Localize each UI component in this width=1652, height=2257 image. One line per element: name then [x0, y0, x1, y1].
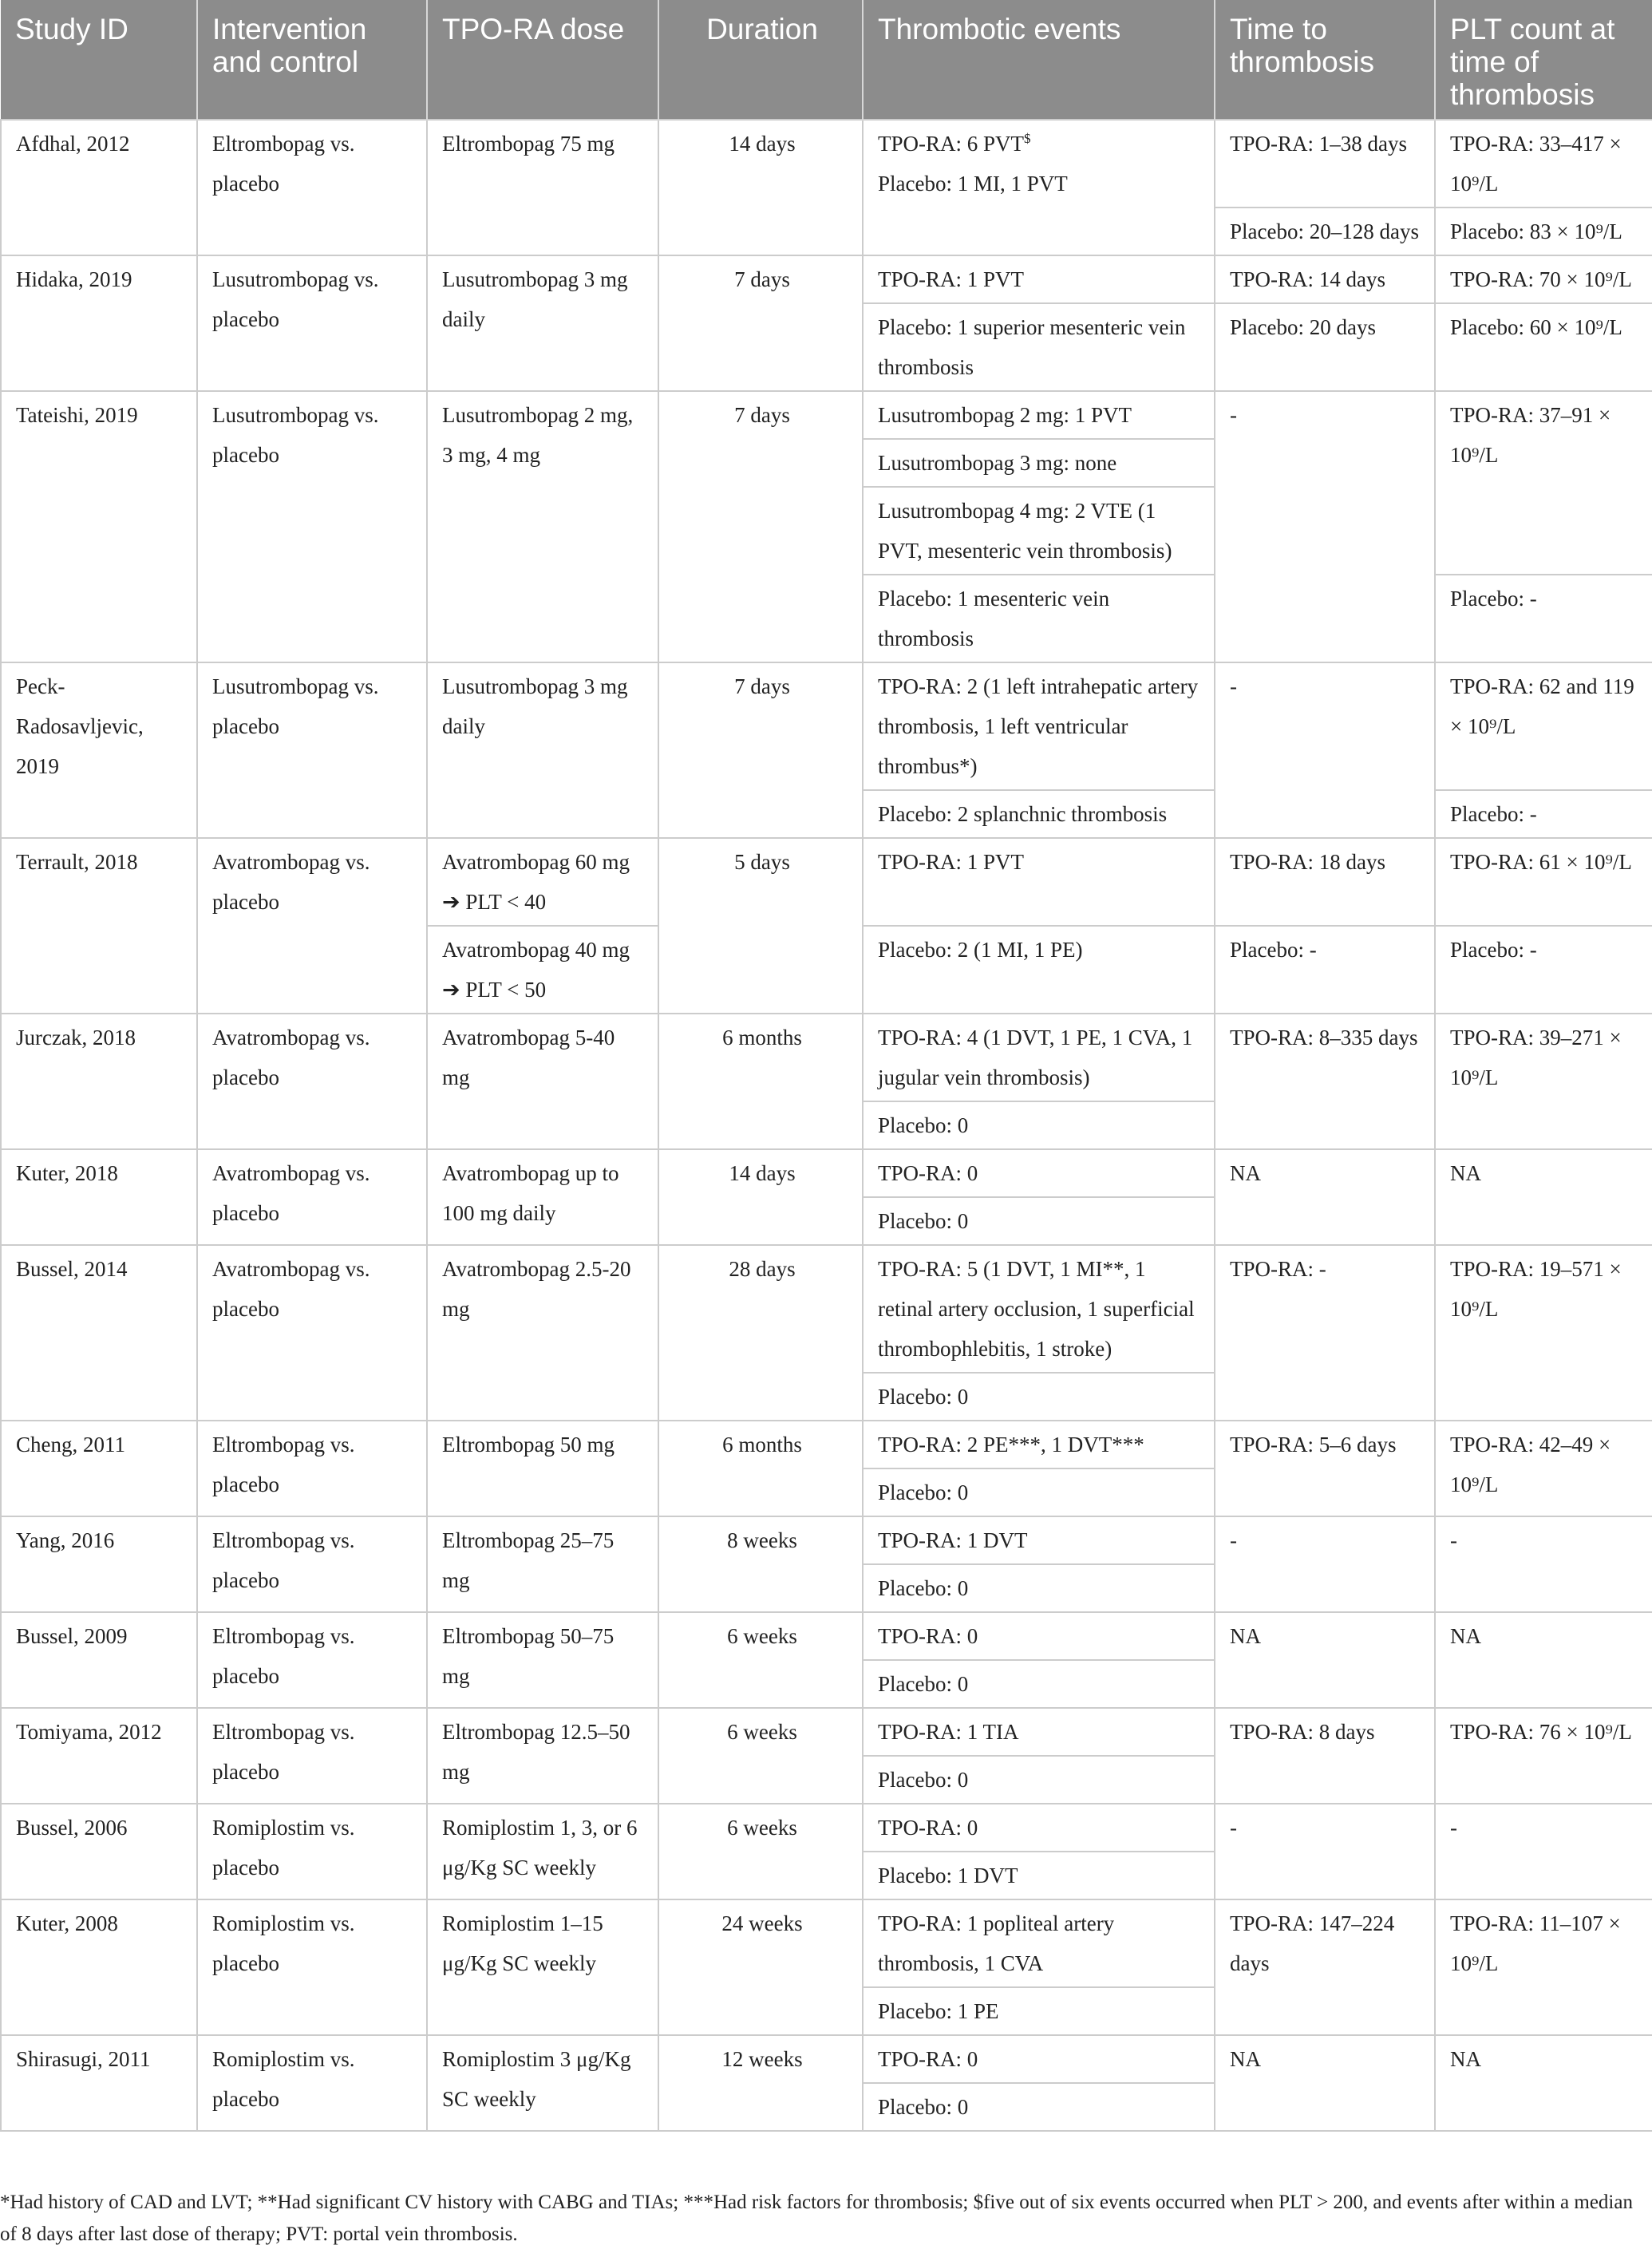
study-cell: Hidaka, 2019	[1, 255, 197, 391]
time-cell: TPO-RA: 5–6 days	[1215, 1421, 1435, 1516]
table-row	[1, 1612, 1652, 1660]
intervention-cell: Avatrombopag vs. placebo	[197, 1245, 427, 1421]
duration-cell: 6 weeks	[658, 1612, 863, 1708]
plt-cell: NA	[1435, 2035, 1652, 2131]
time-cell: NA	[1215, 1612, 1435, 1708]
table-row	[1, 1149, 1652, 1197]
events-cell: Placebo: 0	[863, 1468, 1215, 1516]
dose-cell: Eltrombopag 50–75 mg	[427, 1612, 658, 1708]
events-cell: Placebo: 2 splanchnic thrombosis	[863, 790, 1215, 838]
time-cell: -	[1215, 662, 1435, 838]
events-cell: TPO-RA: 1 PVT	[863, 838, 1215, 926]
header-study-id: Study ID	[1, 0, 197, 120]
events-cell: Lusutrombopag 2 mg: 1 PVT	[863, 391, 1215, 439]
time-cell: NA	[1215, 2035, 1435, 2131]
events-cell: Lusutrombopag 4 mg: 2 VTE (1 PVT, mesenteric vein thrombosis)	[863, 487, 1215, 575]
table-row	[1, 1899, 1652, 1987]
events-cell: Placebo: 2 (1 MI, 1 PE)	[863, 926, 1215, 1014]
plt-cell: -	[1435, 1804, 1652, 1899]
events-cell: Lusutrombopag 3 mg: none	[863, 439, 1215, 487]
header-duration: Duration	[658, 0, 863, 120]
study-cell: Kuter, 2018	[1, 1149, 197, 1245]
study-cell: Bussel, 2009	[1, 1612, 197, 1708]
time-cell: TPO-RA: 147–224 days	[1215, 1899, 1435, 2035]
plt-cell: TPO-RA: 39–271 × 10⁹/L	[1435, 1014, 1652, 1149]
table-row	[1, 1014, 1652, 1101]
duration-cell: 24 weeks	[658, 1899, 863, 2035]
time-cell: Placebo: 20–128 days	[1215, 208, 1435, 255]
study-cell: Bussel, 2006	[1, 1804, 197, 1899]
plt-cell: NA	[1435, 1149, 1652, 1245]
duration-cell: 6 weeks	[658, 1804, 863, 1899]
time-cell: -	[1215, 1804, 1435, 1899]
time-cell: NA	[1215, 1149, 1435, 1245]
dose-cell: Eltrombopag 12.5–50 mg	[427, 1708, 658, 1804]
duration-cell: 28 days	[658, 1245, 863, 1421]
dose-cell: Romiplostim 3 μg/Kg SC weekly	[427, 2035, 658, 2131]
time-cell: TPO-RA: 14 days	[1215, 255, 1435, 303]
plt-cell: Placebo: -	[1435, 790, 1652, 838]
events-cell: Placebo: 0	[863, 1564, 1215, 1612]
duration-cell: 14 days	[658, 1149, 863, 1245]
events-cell: TPO-RA: 0	[863, 2035, 1215, 2083]
study-cell: Cheng, 2011	[1, 1421, 197, 1516]
time-cell: TPO-RA: 8 days	[1215, 1708, 1435, 1804]
events-cell: TPO-RA: 1 DVT	[863, 1516, 1215, 1564]
duration-cell: 14 days	[658, 120, 863, 255]
study-cell: Tomiyama, 2012	[1, 1708, 197, 1804]
events-cell: Placebo: 0	[863, 1101, 1215, 1149]
dose-cell: Lusutrombopag 3 mg daily	[427, 255, 658, 391]
dose-cell: Lusutrombopag 2 mg, 3 mg, 4 mg	[427, 391, 658, 662]
events-cell: Placebo: 1 mesenteric vein thrombosis	[863, 575, 1215, 662]
dose-cell: Avatrombopag 60 mg ➔ PLT < 40	[427, 838, 658, 926]
plt-cell: TPO-RA: 61 × 10⁹/L	[1435, 838, 1652, 926]
intervention-cell: Eltrombopag vs. placebo	[197, 1708, 427, 1804]
table-row	[1, 1804, 1652, 1852]
study-cell: Shirasugi, 2011	[1, 2035, 197, 2131]
time-cell: TPO-RA: 1–38 days	[1215, 120, 1435, 208]
table-row	[1, 255, 1652, 303]
dose-cell: Avatrombopag up to 100 mg daily	[427, 1149, 658, 1245]
time-cell: -	[1215, 1516, 1435, 1612]
table-row	[1, 120, 1652, 208]
events-cell: Placebo: 0	[863, 1660, 1215, 1708]
table-row	[1, 1421, 1652, 1468]
intervention-cell: Eltrombopag vs. placebo	[197, 1612, 427, 1708]
events-cell: TPO-RA: 0	[863, 1612, 1215, 1660]
intervention-cell: Eltrombopag vs. placebo	[197, 1421, 427, 1516]
plt-cell: TPO-RA: 76 × 10⁹/L	[1435, 1708, 1652, 1804]
table-row	[1, 1245, 1652, 1373]
intervention-cell: Eltrombopag vs. placebo	[197, 120, 427, 255]
events-cell: Placebo: 1 DVT	[863, 1852, 1215, 1899]
study-cell: Terrault, 2018	[1, 838, 197, 1014]
dose-cell: Lusutrombopag 3 mg daily	[427, 662, 658, 838]
events-cell: TPO-RA: 2 PE***, 1 DVT***	[863, 1421, 1215, 1468]
plt-cell: TPO-RA: 42–49 × 10⁹/L	[1435, 1421, 1652, 1516]
events-cell: Placebo: 0	[863, 1373, 1215, 1421]
table-row	[1, 662, 1652, 790]
time-cell: TPO-RA: -	[1215, 1245, 1435, 1421]
table-footnote: *Had history of CAD and LVT; **Had significant CV history with CABG and TIAs; ***Had risk factors for thrombosis; $five out of six events occurred when PLT > 200, and events after within a median of 8 days after last dose of therapy; PVT: portal vein thrombosis.	[0, 2192, 1633, 2245]
table-row	[1, 1516, 1652, 1564]
event-text: Placebo: 1 MI, 1 PVT	[878, 172, 1068, 196]
events-cell: Placebo: 0	[863, 1197, 1215, 1245]
study-cell: Afdhal, 2012	[1, 120, 197, 255]
header-time: Time to thrombosis	[1215, 0, 1435, 120]
study-cell: Tateishi, 2019	[1, 391, 197, 662]
dose-cell: Eltrombopag 25–75 mg	[427, 1516, 658, 1612]
events-cell: TPO-RA: 4 (1 DVT, 1 PE, 1 CVA, 1 jugular vein thrombosis)	[863, 1014, 1215, 1101]
time-cell: TPO-RA: 18 days	[1215, 838, 1435, 926]
header-dose: TPO-RA dose	[427, 0, 658, 120]
plt-cell: TPO-RA: 37–91 × 10⁹/L	[1435, 391, 1652, 575]
study-cell: Bussel, 2014	[1, 1245, 197, 1421]
events-cell: Placebo: 0	[863, 1756, 1215, 1804]
intervention-cell: Romiplostim vs. placebo	[197, 1804, 427, 1899]
duration-cell: 7 days	[658, 255, 863, 391]
duration-cell: 12 weeks	[658, 2035, 863, 2131]
intervention-cell: Lusutrombopag vs. placebo	[197, 662, 427, 838]
plt-cell: TPO-RA: 70 × 10⁹/L	[1435, 255, 1652, 303]
events-cell: TPO-RA: 0	[863, 1804, 1215, 1852]
events-cell: TPO-RA: 2 (1 left intrahepatic artery thrombosis, 1 left ventricular thrombus*)	[863, 662, 1215, 790]
dose-cell: Avatrombopag 5-40 mg	[427, 1014, 658, 1149]
events-cell: Placebo: 0	[863, 2083, 1215, 2131]
events-cell: TPO-RA: 1 popliteal artery thrombosis, 1 CVA	[863, 1899, 1215, 1987]
duration-cell: 8 weeks	[658, 1516, 863, 1612]
table-row	[1, 391, 1652, 439]
duration-cell: 5 days	[658, 838, 863, 1014]
study-cell: Jurczak, 2018	[1, 1014, 197, 1149]
study-cell: Kuter, 2008	[1, 1899, 197, 2035]
duration-cell: 6 months	[658, 1421, 863, 1516]
dose-cell: Avatrombopag 40 mg ➔ PLT < 50	[427, 926, 658, 1014]
header-intervention: Intervention and control	[197, 0, 427, 120]
intervention-cell: Avatrombopag vs. placebo	[197, 1149, 427, 1245]
intervention-cell: Romiplostim vs. placebo	[197, 1899, 427, 2035]
plt-cell: TPO-RA: 62 and 119 × 10⁹/L	[1435, 662, 1652, 790]
intervention-cell: Avatrombopag vs. placebo	[197, 1014, 427, 1149]
duration-cell: 6 months	[658, 1014, 863, 1149]
dose-cell: Romiplostim 1–15 μg/Kg SC weekly	[427, 1899, 658, 2035]
dose-cell: Eltrombopag 75 mg	[427, 120, 658, 255]
events-cell: TPO-RA: 1 TIA	[863, 1708, 1215, 1756]
duration-cell: 7 days	[658, 391, 863, 662]
header-plt: PLT count at time of thrombosis	[1435, 0, 1652, 120]
duration-cell: 7 days	[658, 662, 863, 838]
footnote-mark: $	[1024, 131, 1031, 146]
duration-cell: 6 weeks	[658, 1708, 863, 1804]
dose-cell: Romiplostim 1, 3, or 6 μg/Kg SC weekly	[427, 1804, 658, 1899]
events-cell: TPO-RA: 0	[863, 1149, 1215, 1197]
event-text: TPO-RA: 6 PVT	[878, 132, 1025, 156]
header-row	[1, 0, 1652, 120]
plt-cell: Placebo: -	[1435, 926, 1652, 1014]
intervention-cell: Lusutrombopag vs. placebo	[197, 391, 427, 662]
intervention-cell: Lusutrombopag vs. placebo	[197, 255, 427, 391]
study-cell: Yang, 2016	[1, 1516, 197, 1612]
table-row	[1, 1708, 1652, 1756]
events-cell: Placebo: 1 PE	[863, 1987, 1215, 2035]
plt-cell: TPO-RA: 11–107 × 10⁹/L	[1435, 1899, 1652, 2035]
header-events: Thrombotic events	[863, 0, 1215, 120]
plt-cell: Placebo: 83 × 10⁹/L	[1435, 208, 1652, 255]
study-cell: Peck-Radosavljevic, 2019	[1, 662, 197, 838]
plt-cell: Placebo: 60 × 10⁹/L	[1435, 303, 1652, 391]
plt-cell: Placebo: -	[1435, 575, 1652, 662]
events-cell	[863, 120, 1215, 255]
events-cell: TPO-RA: 5 (1 DVT, 1 MI**, 1 retinal artery occlusion, 1 superficial thrombophlebitis, 1 stroke)	[863, 1245, 1215, 1373]
table-row	[1, 2035, 1652, 2083]
plt-cell: TPO-RA: 33–417 × 10⁹/L	[1435, 120, 1652, 208]
time-cell: Placebo: 20 days	[1215, 303, 1435, 391]
plt-cell: NA	[1435, 1612, 1652, 1708]
intervention-cell: Avatrombopag vs. placebo	[197, 838, 427, 1014]
time-cell: TPO-RA: 8–335 days	[1215, 1014, 1435, 1149]
time-cell: Placebo: -	[1215, 926, 1435, 1014]
intervention-cell: Eltrombopag vs. placebo	[197, 1516, 427, 1612]
dose-cell: Eltrombopag 50 mg	[427, 1421, 658, 1516]
plt-cell: TPO-RA: 19–571 × 10⁹/L	[1435, 1245, 1652, 1421]
time-cell: -	[1215, 391, 1435, 662]
table-row	[1, 838, 1652, 926]
plt-cell: -	[1435, 1516, 1652, 1612]
intervention-cell: Romiplostim vs. placebo	[197, 2035, 427, 2131]
events-cell: Placebo: 1 superior mesenteric vein thrombosis	[863, 303, 1215, 391]
events-cell: TPO-RA: 1 PVT	[863, 255, 1215, 303]
dose-cell: Avatrombopag 2.5-20 mg	[427, 1245, 658, 1421]
